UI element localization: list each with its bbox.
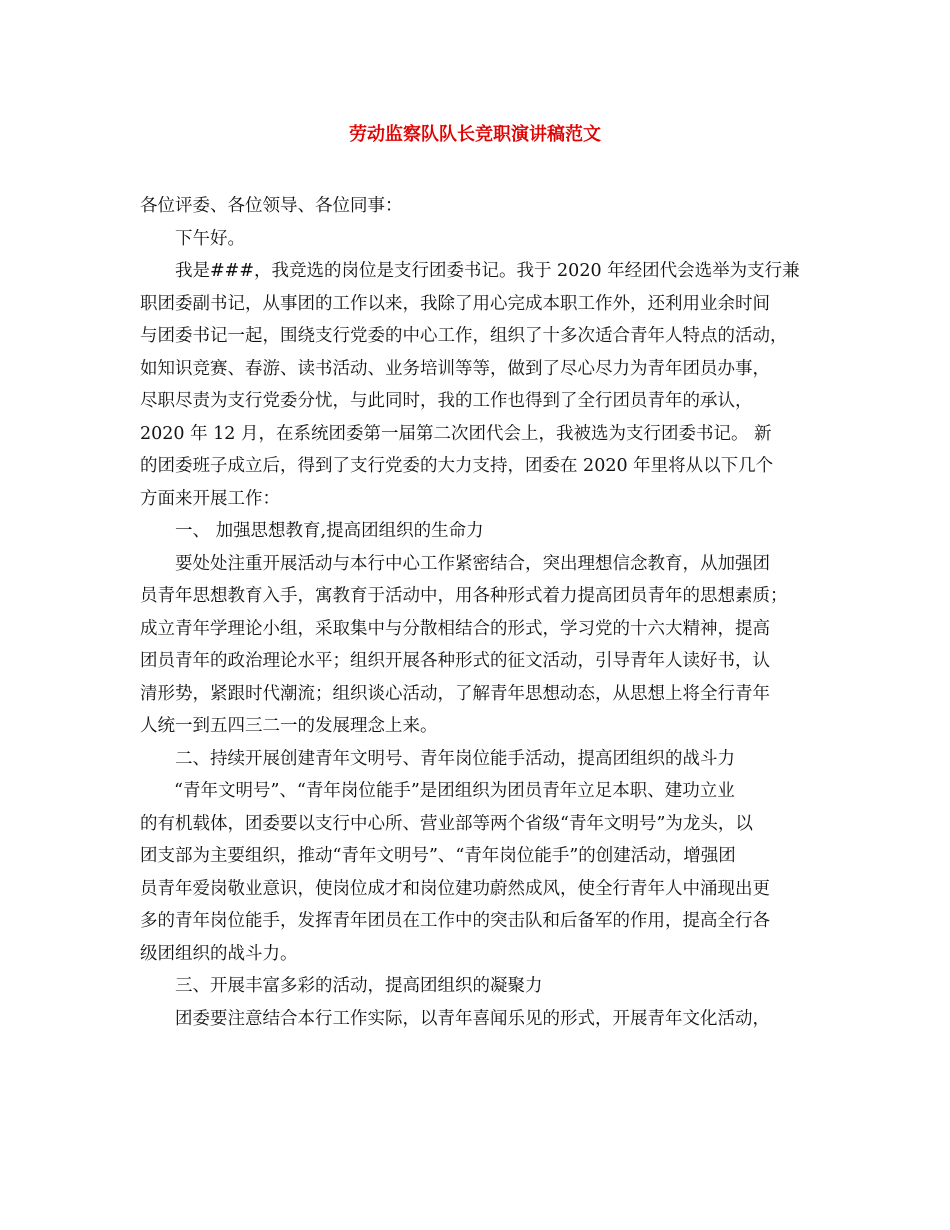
paragraph-line: 成立青年学理论小组，采取集中与分散相结合的形式，学习党的十六大精神，提高 bbox=[140, 618, 770, 639]
paragraph-line: 清形势，紧跟时代潮流；组织谈心活动，了解青年思想动态，从思想上将全行青年 bbox=[140, 683, 770, 704]
paragraph-line: 职团委副书记，从事团的工作以来，我除了用心完成本职工作外，还利用业余时间 bbox=[140, 293, 770, 314]
paragraph-line: 团委要注意结合本行工作实际，以青年喜闻乐见的形式，开展青年文化活动， bbox=[175, 1008, 770, 1029]
document-body bbox=[140, 190, 830, 1035]
paragraph-line: 团支部为主要组织，推动“青年文明号”、“青年岗位能手”的创建活动，增强团 bbox=[140, 846, 736, 866]
greeting-line: 下午好。 bbox=[175, 228, 245, 249]
paragraph-line: 要处处注重开展活动与本行中心工作紧密结合，突出理想信念教育，从加强团 bbox=[175, 553, 770, 574]
paragraph-line: 2020 年 12 月，在系统团委第一届第二次团代会上，我被选为支行团委书记。 新 bbox=[140, 423, 772, 444]
paragraph-line: 的团委班子成立后，得到了支行党委的大力支持，团委在 2020 年里将从以下几个 bbox=[140, 456, 774, 476]
paragraph-line: “青年文明号”、“青年岗位能手”是团组织为团员青年立足本职、建功立业 bbox=[174, 781, 735, 801]
paragraph-line: 级团组织的战斗力。 bbox=[140, 943, 298, 964]
section-heading-2: 二、持续开展创建青年文明号、青年岗位能手活动，提高团组织的战斗力 bbox=[175, 748, 735, 769]
paragraph-line: 我是###，我竞选的岗位是支行团委书记。我于 2020 年经团代会选举为支行兼 bbox=[175, 261, 800, 281]
paragraph-line: 如知识竞赛、春游、读书活动、业务培训等等，做到了尽心尽力为青年团员办事， bbox=[140, 358, 770, 379]
paragraph-line: 多的青年岗位能手，发挥青年团员在工作中的突击队和后备军的作用，提高全行各 bbox=[140, 911, 770, 931]
section-heading-3: 三、开展丰富多彩的活动，提高团组织的凝聚力 bbox=[175, 976, 543, 996]
paragraph-line: 员青年爱岗敬业意识，使岗位成才和岗位建功蔚然成风，使全行青年人中涌现出更 bbox=[140, 878, 770, 899]
paragraph-line: 方面来开展工作： bbox=[140, 488, 280, 509]
paragraph-line: 人统一到五四三二一的发展理念上来。 bbox=[140, 716, 438, 736]
paragraph-line: 的有机载体，团委要以支行中心所、营业部等两个省级“青年文明号”为龙头，以 bbox=[140, 813, 753, 834]
paragraph-line: 与团委书记一起，围绕支行党委的中心工作，组织了十多次适合青年人特点的活动， bbox=[140, 326, 788, 346]
section-heading-1: 一、 加强思想教育,提高团组织的生命力 bbox=[175, 521, 484, 541]
salutation-line: 各位评委、各位领导、各位同事： bbox=[140, 196, 403, 216]
paragraph-line: 尽职尽责为支行党委分忧，与此同时，我的工作也得到了全行团员青年的承认， bbox=[140, 391, 753, 411]
document-title: 劳动监察队队长竞职演讲稿范文 bbox=[349, 124, 601, 145]
paragraph-line: 团员青年的政治理论水平；组织开展各种形式的征文活动，引导青年人读好书，认 bbox=[140, 651, 770, 671]
paragraph-line: 员青年思想教育入手，寓教育于活动中，用各种形式着力提高团员青年的思想素质； bbox=[140, 586, 788, 606]
